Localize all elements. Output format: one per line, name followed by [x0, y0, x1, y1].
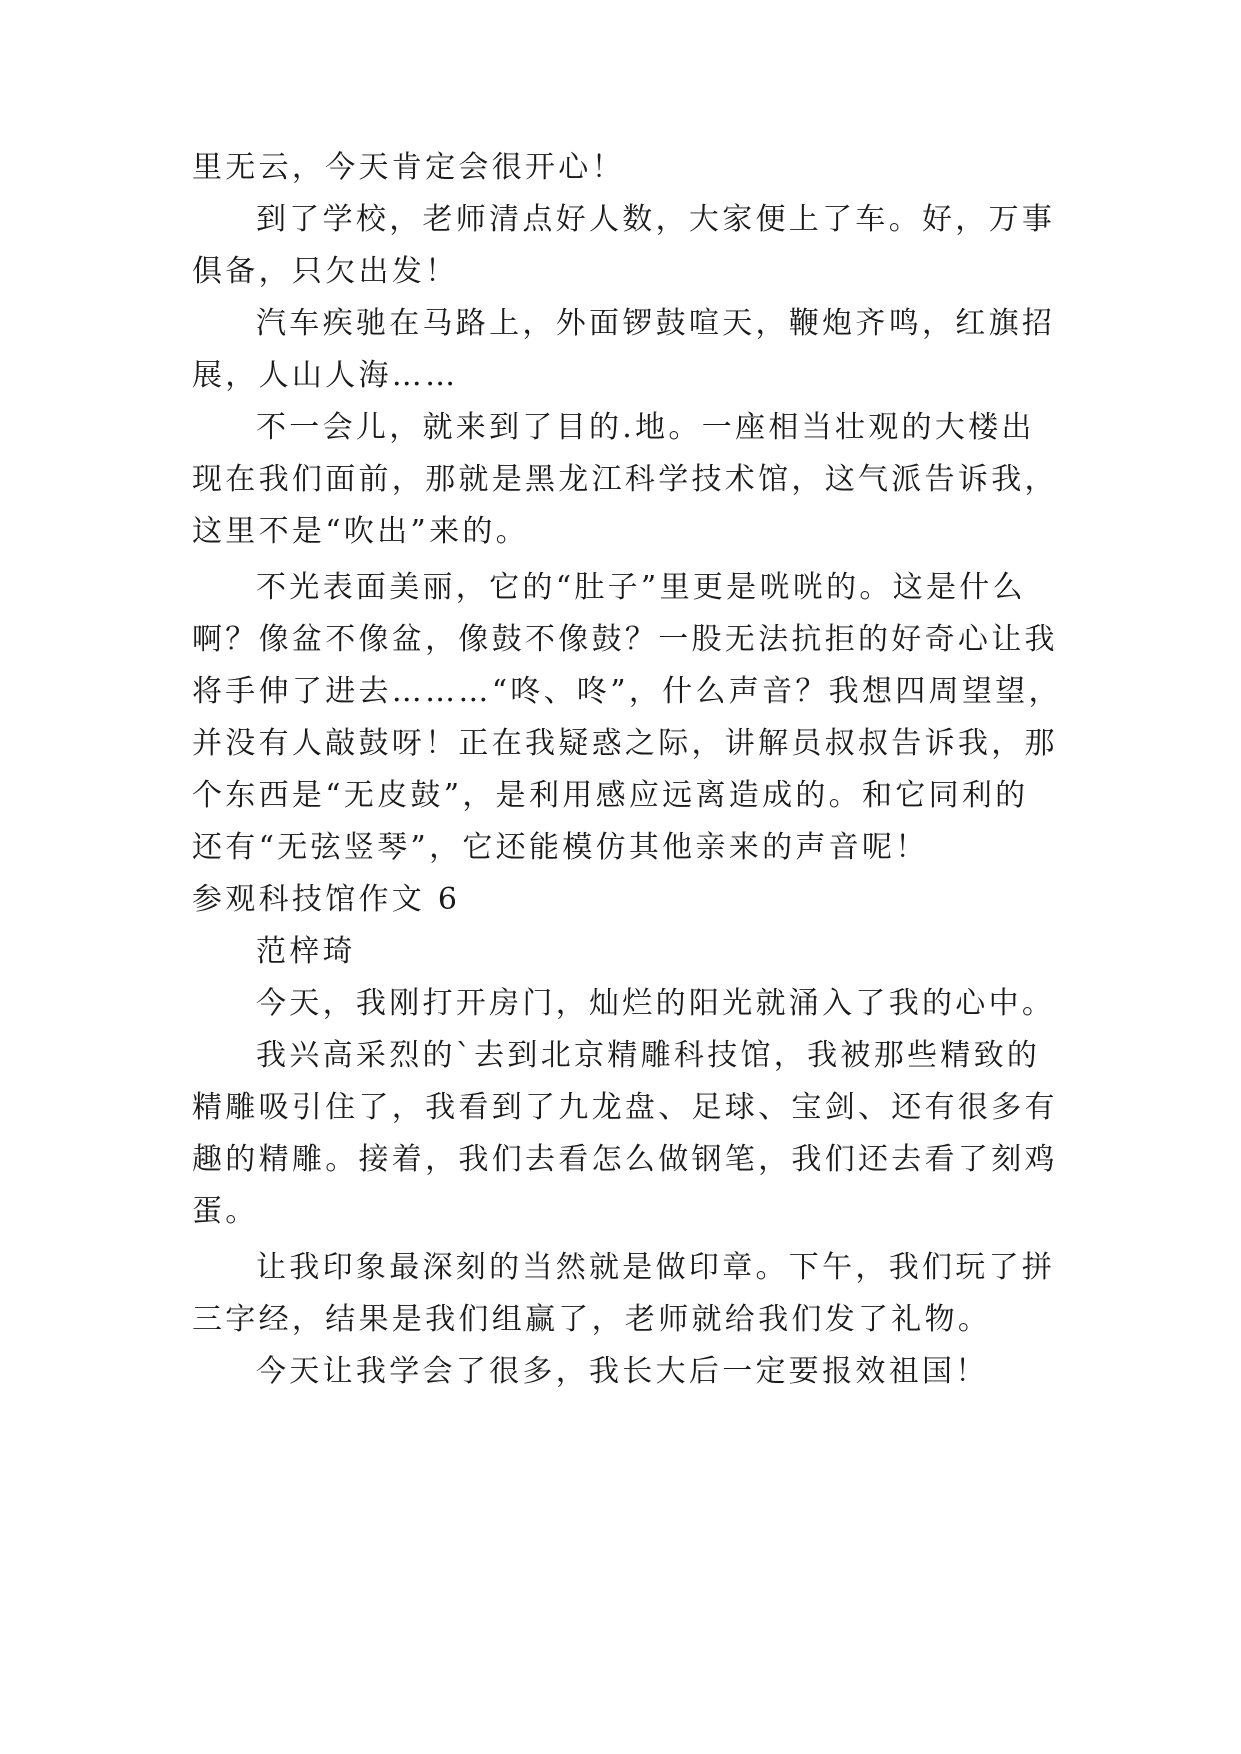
- paragraph-line: 里无云，今天肯定会很开心！: [192, 150, 625, 185]
- paragraph-line: 俱备，只欠出发！: [192, 254, 459, 289]
- essay-title: 参观科技馆作文 6: [192, 882, 461, 917]
- paragraph-line: 汽车疾驰在马路上，外面锣鼓喧天，鞭炮齐鸣，红旗招: [256, 306, 1056, 341]
- paragraph-line: 将手伸了进去………“咚、咚”，什么声音？我想四周望望，: [192, 674, 1062, 709]
- paragraph-line: 趣的精雕。接着，我们去看怎么做钢笔，我们还去看了刻鸡: [192, 1142, 1058, 1177]
- author-name: 范梓琦: [256, 934, 356, 969]
- paragraph-line: 这里不是“吹出”来的。: [192, 514, 529, 549]
- paragraph-line: 啊？像盆不像盆，像鼓不像鼓？一股无法抗拒的好奇心让我: [192, 622, 1058, 657]
- paragraph-line: 今天让我学会了很多，我长大后一定要报效祖国！: [256, 1354, 989, 1389]
- paragraph-line: 并没有人敲鼓呀！正在我疑惑之际，讲解员叔叔告诉我，那: [192, 726, 1058, 761]
- paragraph-line: 今天，我刚打开房门，灿烂的阳光就涌入了我的心中。: [256, 986, 1056, 1021]
- paragraph-line: 蛋。: [192, 1194, 259, 1229]
- paragraph-line: 三字经，结果是我们组赢了，老师就给我们发了礼物。: [192, 1302, 992, 1337]
- paragraph-line: 展，人山人海……: [192, 358, 459, 393]
- paragraph-line: 让我印象最深刻的当然就是做印章。下午，我们玩了拼: [256, 1250, 1056, 1285]
- paragraph-line: 到了学校，老师清点好人数，大家便上了车。好，万事: [256, 202, 1056, 237]
- paragraph-line: 还有“无弦竖琴”，它还能模仿其他亲来的声音呢！: [192, 830, 929, 865]
- paragraph-line: 精雕吸引住了，我看到了九龙盘、足球、宝剑、还有很多有: [192, 1090, 1058, 1125]
- paragraph-line: 不一会儿，就来到了目的.地。一座相当壮观的大楼出: [256, 410, 1035, 445]
- paragraph-line: 我兴高采烈的`去到北京精雕科技馆，我被那些精致的: [256, 1038, 1041, 1073]
- paragraph-line: 个东西是“无皮鼓”，是利用感应远离造成的。和它同利的: [192, 778, 1029, 813]
- paragraph-line: 不光表面美丽，它的“肚子”里更是咣咣的。这是什么: [256, 570, 1026, 605]
- paragraph-line: 现在我们面前，那就是黑龙江科学技术馆，这气派告诉我，: [192, 462, 1058, 497]
